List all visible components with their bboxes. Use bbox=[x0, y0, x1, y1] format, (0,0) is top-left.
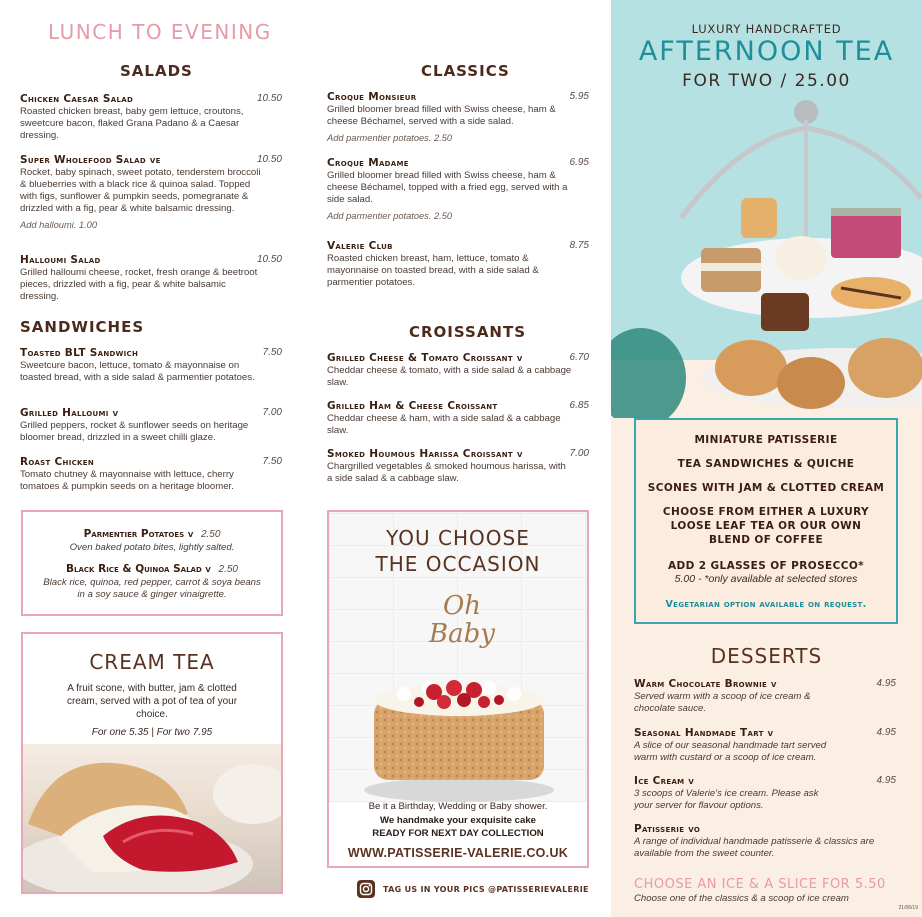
menu-item bbox=[20, 254, 282, 303]
cake-stand-image bbox=[611, 98, 922, 418]
occasion-line-3: READY FOR NEXT DAY COLLECTION bbox=[372, 828, 544, 839]
item-name: Roast Chicken bbox=[20, 456, 95, 468]
menu-item bbox=[327, 91, 589, 143]
item-desc: Grilled halloumi cheese, rocket, fresh orange & beetroot pieces, drizzled with a fig, pear & white balsamic dressing. bbox=[20, 267, 258, 302]
item-name: Chicken Caesar Salad bbox=[20, 93, 134, 105]
item-price: 4.95 bbox=[876, 727, 896, 738]
occasion-title-1: YOU CHOOSE bbox=[386, 526, 530, 550]
classics-title: CLASSICS bbox=[421, 62, 510, 80]
item-price: 7.00 bbox=[262, 407, 282, 418]
menu-item bbox=[20, 154, 282, 230]
item-desc: 3 scoops of Valerie's ice cream. Please ask your server for flavour options. bbox=[634, 788, 819, 811]
item-name: Ice Cream v bbox=[634, 775, 695, 787]
afternoon-tea-title: AFTERNOON TEA bbox=[638, 36, 895, 67]
cream-tea-prices: For one 5.35 | For two 7.95 bbox=[91, 727, 213, 738]
item-name: Grilled Ham & Cheese Croissant bbox=[327, 400, 498, 412]
item-note: Add parmentier potatoes. 2.50 bbox=[327, 133, 453, 143]
side-item-name: Black Rice & Quinoa Salad v 2.50 bbox=[66, 563, 238, 575]
side-item-price: 2.50 bbox=[200, 529, 221, 540]
afternoon-tea-kicker: LUXURY HANDCRAFTED bbox=[691, 22, 842, 36]
item-price: 10.50 bbox=[256, 154, 282, 165]
dessert-item bbox=[634, 775, 896, 812]
menu-item bbox=[20, 456, 282, 493]
desserts-title: DESSERTS bbox=[710, 644, 823, 668]
print-code: 21/06/19 bbox=[898, 905, 918, 911]
item-name: Grilled Cheese & Tomato Croissant v bbox=[327, 352, 523, 364]
item-note: Add halloumi. 1.00 bbox=[20, 220, 98, 230]
salads-title: SALADS bbox=[120, 62, 193, 80]
menu-item bbox=[20, 407, 282, 444]
cake-image bbox=[359, 662, 559, 802]
item-note: Add parmentier potatoes. 2.50 bbox=[327, 211, 453, 221]
detail-line: TEA SANDWICHES & QUICHE bbox=[677, 458, 855, 470]
item-price: 4.95 bbox=[876, 775, 896, 786]
side-item-price: 2.50 bbox=[218, 564, 238, 575]
item-name: Patisserie vo bbox=[634, 823, 701, 835]
cream-tea-title: CREAM TEA bbox=[89, 650, 215, 674]
item-name: Smoked Houmous Harissa Croissant v bbox=[327, 448, 523, 460]
dessert-item bbox=[634, 678, 896, 715]
item-desc: Rocket, baby spinach, sweet potato, tenderstem broccoli & blueberries with a black rice & quinoa salad. Topped with figs, sunflower & pumpkin seeds, pomegranate & drizzled with a fig, pear & white balsamic dressing. bbox=[20, 167, 261, 214]
menu-item bbox=[327, 157, 589, 221]
social-tag[interactable] bbox=[357, 879, 589, 899]
website-link[interactable]: WWW.PATISSERIE-VALERIE.CO.UK bbox=[347, 846, 569, 860]
item-desc: Grilled bloomer bread filled with Swiss cheese, ham & cheese Béchamel, topped with a fried egg, served with a side salad. bbox=[327, 170, 568, 205]
detail-line: SCONES WITH JAM & CLOTTED CREAM bbox=[647, 482, 885, 494]
cake-topper: Oh Baby bbox=[429, 591, 495, 649]
occasion-line-2: We handmake your exquisite cake bbox=[379, 815, 537, 826]
item-price: 6.70 bbox=[569, 352, 589, 363]
item-desc: Grilled bloomer bread filled with Swiss cheese, ham & cheese Béchamel, served with a side salad. bbox=[327, 104, 556, 127]
item-price: 10.50 bbox=[256, 254, 282, 265]
afternoon-tea-panel bbox=[611, 0, 922, 917]
afternoon-tea-details bbox=[634, 418, 898, 624]
item-desc: A slice of our seasonal handmade tart served warm with custard or a scoop of ice cream. bbox=[634, 740, 827, 763]
item-name: Halloumi Salad bbox=[20, 254, 101, 266]
item-desc: Grilled peppers, rocket & sunflower seeds on heritage bloomer bread, drizzled in a sweet chilli glaze. bbox=[20, 420, 249, 443]
detail-line: CHOOSE FROM EITHER A LUXURY LOOSE LEAF TEA OR OUR OWN BLEND OF COFFEE bbox=[662, 506, 870, 546]
item-price: 7.50 bbox=[262, 347, 282, 358]
prosecco-note: 5.00 - *only available at selected stores bbox=[674, 573, 858, 585]
promo-desc: Choose one of the classics & a scoop of ice cream bbox=[634, 893, 849, 904]
item-price: 7.00 bbox=[569, 448, 589, 459]
instagram-icon bbox=[357, 880, 375, 898]
occasion-title-2: THE OCCASION bbox=[375, 552, 541, 576]
item-desc: Cheddar cheese & ham, with a side salad & a cabbage slaw. bbox=[327, 413, 561, 436]
promo-title: CHOOSE AN ICE & A SLICE FOR 5.50 bbox=[634, 877, 886, 892]
item-desc: Roasted chicken breast, baby gem lettuce, croutons, sweetcure bacon, flaked Grana Padano & a Caesar dressing. bbox=[20, 106, 244, 141]
item-price: 6.85 bbox=[569, 400, 589, 411]
item-price: 4.95 bbox=[876, 678, 896, 689]
sandwiches-title: SANDWICHES bbox=[20, 318, 145, 336]
menu-item bbox=[327, 400, 589, 437]
item-name: Croque Monsieur bbox=[327, 91, 417, 103]
menu-item bbox=[20, 347, 282, 384]
detail-line: ADD 2 GLASSES OF PROSECCO* bbox=[667, 560, 865, 572]
item-price: 7.50 bbox=[262, 456, 282, 467]
menu-item bbox=[327, 448, 589, 485]
item-name: Super Wholefood Salad ve bbox=[20, 154, 161, 166]
item-name: Grilled Halloumi v bbox=[20, 407, 119, 419]
occasion-line-1: Be it a Birthday, Wedding or Baby shower. bbox=[368, 801, 548, 812]
afternoon-tea-subtitle: FOR TWO / 25.00 bbox=[682, 71, 851, 91]
item-name: Warm Chocolate Brownie v bbox=[634, 678, 777, 690]
item-name: Toasted BLT Sandwich bbox=[20, 347, 139, 359]
item-price: 10.50 bbox=[256, 93, 282, 104]
item-desc: Served warm with a scoop of ice cream & chocolate sauce. bbox=[634, 691, 811, 714]
item-desc: Chargrilled vegetables & smoked houmous harissa, with a side salad & a cabbage slaw. bbox=[327, 461, 566, 484]
croissants-title: CROISSANTS bbox=[409, 323, 527, 341]
menu-item bbox=[20, 93, 282, 142]
item-desc: Roasted chicken breast, ham, lettuce, tomato & mayonnaise on toasted bread, with a side salad & parmentier potatoes. bbox=[327, 253, 539, 288]
item-price: 5.95 bbox=[569, 91, 589, 102]
side-item-desc: Black rice, quinoa, red pepper, carrot & soya beans in a soy sauce & ginger vinaigrette. bbox=[43, 577, 261, 600]
page-title: LUNCH TO EVENING bbox=[48, 20, 272, 44]
item-name: Seasonal Handmade Tart v bbox=[634, 727, 774, 739]
detail-line: MINIATURE PATISSERIE bbox=[694, 434, 838, 446]
occasion-box bbox=[327, 510, 589, 868]
item-desc: Sweetcure bacon, lettuce, tomato & mayonnaise on toasted bread, with a side salad & parmentier potatoes. bbox=[20, 360, 255, 383]
cream-tea-desc: A fruit scone, with butter, jam & clotted cream, served with a pot of tea of your choice. bbox=[66, 683, 238, 720]
side-item-name: Parmentier Potatoes v 2.50 bbox=[83, 528, 221, 540]
social-text: TAG US IN YOUR PICS @PATISSERIEVALERIE bbox=[383, 884, 589, 894]
scone-image bbox=[23, 744, 281, 892]
sides-box bbox=[21, 510, 283, 616]
menu-item bbox=[327, 240, 589, 289]
item-desc: Cheddar cheese & tomato, with a side salad & a cabbage slaw. bbox=[327, 365, 572, 388]
menu-item bbox=[327, 352, 589, 389]
item-name: Croque Madame bbox=[327, 157, 409, 169]
item-desc: A range of individual handmade patisserie & classics are available from the sweet counter. bbox=[634, 836, 875, 859]
cream-tea-box bbox=[21, 632, 283, 894]
vegetarian-note: Vegetarian option available on request. bbox=[665, 599, 867, 610]
item-price: 6.95 bbox=[569, 157, 589, 168]
side-item-desc: Oven baked potato bites, lightly salted. bbox=[69, 542, 235, 553]
item-price: 8.75 bbox=[569, 240, 589, 251]
dessert-item bbox=[634, 823, 896, 860]
dessert-item bbox=[634, 727, 896, 764]
item-name: Valerie Club bbox=[327, 240, 393, 252]
item-desc: Tomato chutney & mayonnaise with lettuce, cherry tomatoes & pumpkin seeds on a heritage bloomer. bbox=[20, 469, 234, 492]
